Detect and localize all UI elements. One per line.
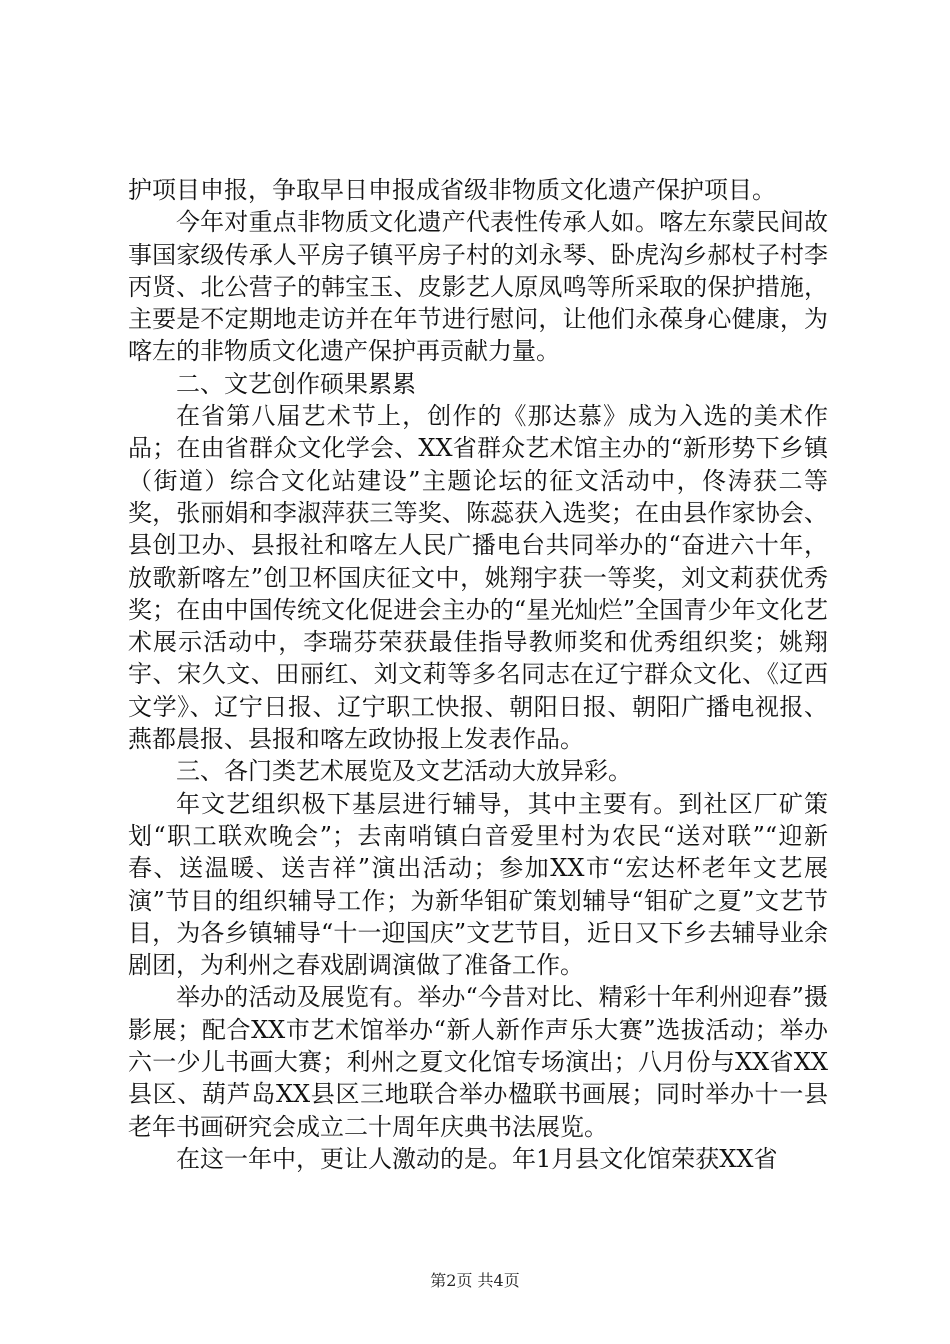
paragraph-exhibitions: 举办的活动及展览有。举办“今昔对比、精彩十年利州迎春”摄影展；配合XX市艺术馆举办“新人新作声乐大赛”选拔活动；举办六一少儿书画大赛；利州之夏文化馆专场演出；八月份与XX省XX县区、葫芦岛XX县区三地联合举办楹联书画展；同时举办十一县老年书画研究会成立二十周年庆典书法展览。 [128, 983, 828, 1141]
paragraph-inheritors: 今年对重点非物质文化遗产代表性传承人如。喀左东蒙民间故事国家级传承人平房子镇平房子村的刘永琴、卧虎沟乡郝杖子村李丙贤、北公营子的韩宝玉、皮影艺人原凤鸣等所采取的保护措施，主要是不定期地走访并在年节进行慰问，让他们永葆身心健康，为喀左的非物质文化遗产保护再贡献力量。 [128, 208, 828, 366]
paragraph-continuation: 护项目申报，争取早日申报成省级非物质文化遗产保护项目。 [128, 176, 776, 204]
paragraph-highlight: 在这一年中，更让人激动的是。年1月县文化馆荣获XX省 [176, 1144, 778, 1173]
paragraph-awards: 在省第八届艺术节上，创作的《那达慕》成为入选的美术作品；在由省群众文化学会、XX省群众艺术馆主办的“新形势下乡镇（街道）综合文化站建设”主题论坛的征文活动中，佟涛获二等奖，张丽娟和李淑萍获三等奖、陈蕊获入选奖；在由县作家协会、县创卫办、县报社和喀左人民广播电台共同举办的“奋进六十年，放歌新喀左”创卫杯国庆征文中，姚翔宇获一等奖，刘文莉获优秀奖；在由中国传统文化促进会主办的“星光灿烂”全国青少年文化艺术展示活动中，李瑞芬荣获最佳指导教师奖和优秀组织奖；姚翔宇、宋久文、田丽红、刘文莉等多名同志在辽宁群众文化、《辽西文学》、辽宁日报、辽宁职工快报、朝阳日报、朝阳广播电视报、燕都晨报、县报和喀左政协报上发表作品。 [128, 402, 828, 754]
section-heading-3: 三、各门类艺术展览及文艺活动大放异彩。 [176, 757, 632, 786]
page-number-footer: 第2页 共4页 [430, 1271, 520, 1290]
document-body [128, 174, 828, 1175]
section-heading-2: 二、文艺创作硕果累累 [176, 369, 416, 398]
paragraph-grassroots: 年文艺组织极下基层进行辅导，其中主要有。到社区厂矿策划“职工联欢晚会”；去南哨镇白音爱里村为农民“送对联”“迎新春、送温暖、送吉祥”演出活动；参加XX市“宏达杯老年文艺展演”节目的组织辅导工作；为新华钼矿策划辅导“钼矿之夏”文艺节目，为各乡镇辅导“十一迎国庆”文艺节目，近日又下乡去辅导业余剧团，为利州之春戏剧调演做了准备工作。 [128, 789, 828, 980]
